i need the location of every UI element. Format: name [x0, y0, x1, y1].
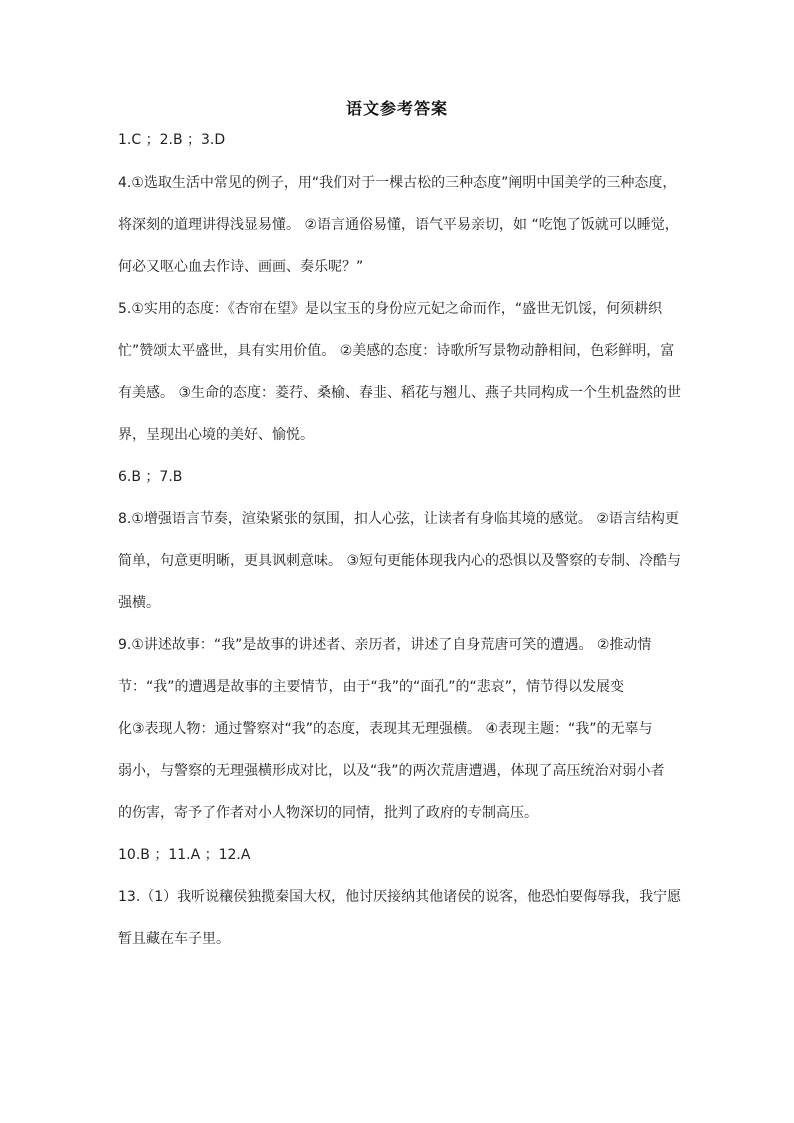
answer-9-line-4: 弱小，与警察的无理强横形成对比，以及“我”的两次荒唐遭遇，体现了高压统治对弱小者 [118, 763, 665, 779]
answer-8-line-2: 简单，句意更明晰，更具讽刺意味。 ③短句更能体现我内心的恐惧以及警察的专制、冷酷与 [118, 553, 681, 569]
answer-9-line-5: 的伤害，寄予了作者对小人物深切的同情，批判了政府的专制高压。 [118, 805, 538, 821]
answer-9-line-1: 9.①讲述故事：“我”是故事的讲述者、亲历者，讲述了自身荒唐可笑的遭遇。 ②推动情 [118, 637, 652, 653]
answer-8-line-1: 8.①增强语言节奏，渲染紧张的氛围，扣人心弦，让读者有身临其境的感觉。 ②语言结构更 [118, 511, 679, 527]
answer-5-line-2: 忙”赞颂太平盛世，具有实用价值。 ②美感的态度：诗歌所写景物动静相间，色彩鲜明，富 [118, 343, 675, 359]
answer-4-line-3: 何必又呕心血去作诗、画画、奏乐呢？” [118, 259, 364, 275]
answer-5-line-3: 有美感。 ③生命的态度：菱荇、桑榆、春韭、稻花与翘儿、燕子共同构成一个生机盎然的世 [118, 385, 681, 401]
answer-13-line-2: 暂且藏在车子里。 [118, 931, 230, 947]
answer-1-3: 1.C ；2.B ；3.D [118, 132, 226, 148]
answer-8-line-3: 强横。 [118, 595, 160, 611]
answer-9-line-2: 节：“我”的遭遇是故事的主要情节，由于“我”的“面孔”的“悲哀”，情节得以发展变 [118, 679, 625, 695]
answer-5-line-4: 界，呈现出心境的美好、愉悦。 [118, 427, 314, 443]
answer-9-line-3: 化③表现人物：通过警察对“我”的态度，表现其无理强横。 ④表现主题：“我”的无辜与 [118, 721, 653, 737]
answer-6-7: 6.B ；7.B [118, 469, 183, 485]
document-title: 语文参考答案 [345, 99, 448, 118]
answer-13-line-1: 13.（1）我听说穰侯独揽秦国大权，他讨厌接纳其他诸侯的说客，他恐怕要侮辱我，我宁愿 [118, 889, 682, 905]
answer-4-line-1: 4.①选取生活中常见的例子，用“我们对于一棵古松的三种态度”阐明中国美学的三种态度， [118, 175, 677, 191]
answer-4-line-2: 将深刻的道理讲得浅显易懂。 ②语言通俗易懂，语气平易亲切，如 “吃饱了饭就可以睡觉， [118, 217, 679, 233]
answer-10-12: 10.B ；11.A ；12.A [118, 847, 251, 863]
answer-5-line-1: 5.①实用的态度：《杏帘在望》是以宝玉的身份应元妃之命而作，“盛世无饥馁，何须耕织 [118, 301, 663, 317]
